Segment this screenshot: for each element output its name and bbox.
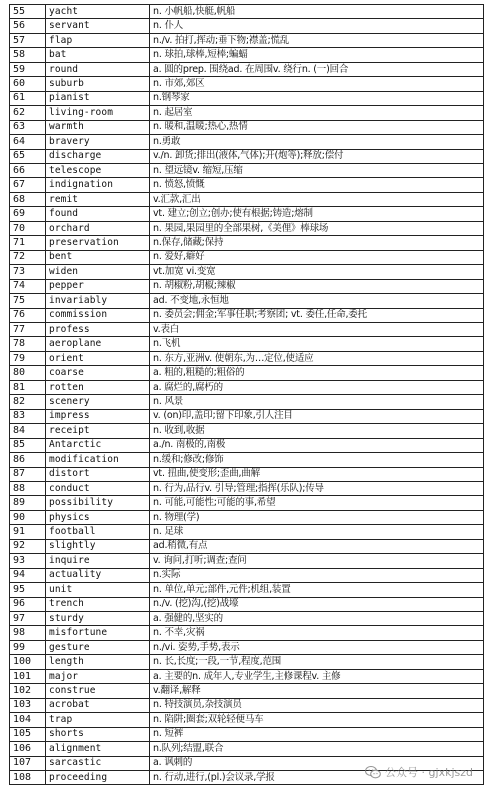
row-number: 95: [10, 583, 46, 597]
vocab-word: distort: [46, 467, 150, 481]
vocab-definition: n./vi. 姿势,手势,表示: [150, 640, 484, 654]
vocab-definition: n. 胡椒粉,胡椒;辣椒: [150, 279, 484, 293]
table-row: [10, 395, 484, 409]
vocab-word: misfortune: [46, 626, 150, 640]
row-number: 55: [10, 5, 46, 19]
table-row: [10, 380, 484, 394]
row-number: 72: [10, 250, 46, 264]
row-number: 63: [10, 120, 46, 134]
vocab-word: unit: [46, 583, 150, 597]
table-row: [10, 5, 484, 19]
row-number: 79: [10, 351, 46, 365]
vocab-word: acrobat: [46, 698, 150, 712]
vocab-word: rotten: [46, 380, 150, 394]
table-row: [10, 308, 484, 322]
vocab-definition: n.队列;结盟,联合: [150, 742, 484, 756]
row-number: 59: [10, 62, 46, 76]
table-row: [10, 322, 484, 336]
vocab-definition: n.勇敢: [150, 135, 484, 149]
vocab-definition: v.汇款,汇出: [150, 192, 484, 206]
row-number: 64: [10, 135, 46, 149]
watermark-text: 公众号 · gjxkjszd: [385, 766, 473, 779]
vocab-word: profess: [46, 322, 150, 336]
table-row: [10, 294, 484, 308]
vocab-word: widen: [46, 265, 150, 279]
vocab-word: orchard: [46, 221, 150, 235]
vocab-definition: n./v. 拍打,挥动;垂下物;襟盖;慌乱: [150, 33, 484, 47]
vocab-word: pianist: [46, 91, 150, 105]
table-row: [10, 496, 484, 510]
vocab-definition: n.钢琴家: [150, 91, 484, 105]
vocab-word: actuality: [46, 568, 150, 582]
table-row: [10, 756, 484, 770]
vocab-word: living-room: [46, 106, 150, 120]
vocab-word: modification: [46, 453, 150, 467]
vocab-table: [9, 4, 484, 785]
vocab-definition: a. 圆的prep. 围绕ad. 在周围v. 绕行n. (一)回合: [150, 62, 484, 76]
vocab-definition: n. 暖和,温暖;热心,热情: [150, 120, 484, 134]
vocab-definition: v.翻译,解释: [150, 684, 484, 698]
row-number: 87: [10, 467, 46, 481]
vocab-word: aeroplane: [46, 337, 150, 351]
vocab-word: sturdy: [46, 612, 150, 626]
vocab-word: trench: [46, 597, 150, 611]
vocab-definition: n. 愤怒,愤慨: [150, 178, 484, 192]
vocab-definition: n. 仆人: [150, 19, 484, 33]
table-row: [10, 583, 484, 597]
row-number: 103: [10, 698, 46, 712]
row-number: 99: [10, 640, 46, 654]
vocab-word: conduct: [46, 481, 150, 495]
vocab-word: proceeding: [46, 771, 150, 785]
row-number: 108: [10, 771, 46, 785]
vocab-definition: vt.加宽 vi.变宽: [150, 265, 484, 279]
table-row: [10, 539, 484, 553]
vocab-word: yacht: [46, 5, 150, 19]
table-row: [10, 135, 484, 149]
vocab-definition: n. 爱好,癖好: [150, 250, 484, 264]
vocab-word: possibility: [46, 496, 150, 510]
vocab-definition: n. 行为,品行v. 引导;管理;指挥(乐队);传导: [150, 481, 484, 495]
table-row: [10, 568, 484, 582]
row-number: 81: [10, 380, 46, 394]
row-number: 68: [10, 192, 46, 206]
table-row: [10, 467, 484, 481]
vocab-word: servant: [46, 19, 150, 33]
vocab-word: bent: [46, 250, 150, 264]
row-number: 84: [10, 424, 46, 438]
vocab-definition: n. 市郊,郊区: [150, 77, 484, 91]
table-row: [10, 351, 484, 365]
vocab-word: slightly: [46, 539, 150, 553]
vocab-definition: n. 物理(学): [150, 510, 484, 524]
vocab-definition: n.保存,储藏;保持: [150, 236, 484, 250]
vocab-word: pepper: [46, 279, 150, 293]
vocab-word: warmth: [46, 120, 150, 134]
table-row: [10, 178, 484, 192]
vocab-definition: v. (on)印,盖印;留下印象,引人注目: [150, 409, 484, 423]
row-number: 61: [10, 91, 46, 105]
row-number: 56: [10, 19, 46, 33]
vocab-word: gesture: [46, 640, 150, 654]
table-row: [10, 120, 484, 134]
table-row: [10, 453, 484, 467]
table-row: [10, 713, 484, 727]
vocab-definition: a. 腐烂的,腐朽的: [150, 380, 484, 394]
row-number: 105: [10, 727, 46, 741]
row-number: 98: [10, 626, 46, 640]
vocab-definition: n. 短裤: [150, 727, 484, 741]
row-number: 86: [10, 453, 46, 467]
row-number: 107: [10, 756, 46, 770]
vocab-definition: n. 长,长度;一段,一节,程度,范围: [150, 655, 484, 669]
table-row: [10, 366, 484, 380]
row-number: 73: [10, 265, 46, 279]
table-row: [10, 438, 484, 452]
table-row: [10, 250, 484, 264]
vocab-definition: n. 望远镜v. 缩短,压缩: [150, 163, 484, 177]
table-row: [10, 19, 484, 33]
row-number: 94: [10, 568, 46, 582]
table-row: [10, 33, 484, 47]
vocab-word: shorts: [46, 727, 150, 741]
vocab-definition: a. 主要的n. 成年人,专业学生,主修课程v. 主修: [150, 669, 484, 683]
row-number: 90: [10, 510, 46, 524]
row-number: 88: [10, 481, 46, 495]
vocab-definition: n. 球拍,球棒,短棒;蝙蝠: [150, 48, 484, 62]
vocab-word: preservation: [46, 236, 150, 250]
row-number: 77: [10, 322, 46, 336]
vocab-definition: n./v. (挖)沟,(挖)战壕: [150, 597, 484, 611]
vocab-word: trap: [46, 713, 150, 727]
vocab-definition: a. 粗的,粗糙的;粗俗的: [150, 366, 484, 380]
vocab-word: impress: [46, 409, 150, 423]
row-number: 85: [10, 438, 46, 452]
vocab-definition: v.表白: [150, 322, 484, 336]
vocab-definition: n. 行动,进行,(pl.)会议录,学报: [150, 771, 484, 785]
row-number: 70: [10, 221, 46, 235]
row-number: 89: [10, 496, 46, 510]
vocab-word: found: [46, 207, 150, 221]
row-number: 97: [10, 612, 46, 626]
vocab-definition: n. 委员会;佣金;军事任职;考察团; vt. 委任,任命,委托: [150, 308, 484, 322]
vocab-definition: n. 起居室: [150, 106, 484, 120]
table-row: [10, 91, 484, 105]
vocab-definition: n. 单位,单元;部件,元件;机组,装置: [150, 583, 484, 597]
vocab-word: orient: [46, 351, 150, 365]
table-row: [10, 207, 484, 221]
vocab-word: indignation: [46, 178, 150, 192]
vocab-definition: vt. 扭曲,使变形;歪曲,曲解: [150, 467, 484, 481]
table-row: [10, 742, 484, 756]
vocab-word: suburb: [46, 77, 150, 91]
vocab-definition: n. 不幸,灾祸: [150, 626, 484, 640]
vocab-word: football: [46, 525, 150, 539]
row-number: 92: [10, 539, 46, 553]
table-row: [10, 409, 484, 423]
vocab-word: receipt: [46, 424, 150, 438]
table-row: [10, 669, 484, 683]
vocab-definition: n. 足球: [150, 525, 484, 539]
table-row: [10, 684, 484, 698]
vocab-word: bravery: [46, 135, 150, 149]
vocab-definition: ad.稍微,有点: [150, 539, 484, 553]
vocab-definition: n. 特技演员,杂技演员: [150, 698, 484, 712]
row-number: 74: [10, 279, 46, 293]
vocab-word: alignment: [46, 742, 150, 756]
vocab-word: bat: [46, 48, 150, 62]
row-number: 78: [10, 337, 46, 351]
row-number: 57: [10, 33, 46, 47]
row-number: 71: [10, 236, 46, 250]
vocab-definition: n. 收到,收据: [150, 424, 484, 438]
row-number: 96: [10, 597, 46, 611]
vocab-word: scenery: [46, 395, 150, 409]
table-row: [10, 640, 484, 654]
vocab-word: remit: [46, 192, 150, 206]
table-row: [10, 62, 484, 76]
row-number: 76: [10, 308, 46, 322]
vocab-word: major: [46, 669, 150, 683]
table-row: [10, 106, 484, 120]
table-row: [10, 48, 484, 62]
table-row: [10, 612, 484, 626]
vocab-definition: a./n. 南极的,南极: [150, 438, 484, 452]
row-number: 58: [10, 48, 46, 62]
table-row: [10, 337, 484, 351]
vocab-word: coarse: [46, 366, 150, 380]
row-number: 83: [10, 409, 46, 423]
row-number: 106: [10, 742, 46, 756]
row-number: 104: [10, 713, 46, 727]
row-number: 62: [10, 106, 46, 120]
row-number: 65: [10, 149, 46, 163]
table-row: [10, 163, 484, 177]
table-row: [10, 481, 484, 495]
vocab-word: construe: [46, 684, 150, 698]
vocab-definition: a. 强健的,坚实的: [150, 612, 484, 626]
table-row: [10, 771, 484, 785]
vocab-word: sarcastic: [46, 756, 150, 770]
row-number: 93: [10, 554, 46, 568]
row-number: 100: [10, 655, 46, 669]
vocab-word: inquire: [46, 554, 150, 568]
table-row: [10, 510, 484, 524]
table-row: [10, 192, 484, 206]
table-row: [10, 727, 484, 741]
vocab-definition: vt. 建立;创立;创办;使有根据;铸造;熔制: [150, 207, 484, 221]
vocab-definition: n. 陷阱;圈套;双轮轻便马车: [150, 713, 484, 727]
row-number: 67: [10, 178, 46, 192]
table-row: [10, 597, 484, 611]
table-row: [10, 265, 484, 279]
vocab-definition: n.飞机: [150, 337, 484, 351]
table-row: [10, 554, 484, 568]
table-row: [10, 221, 484, 235]
vocab-definition: n.实际: [150, 568, 484, 582]
vocab-definition: n. 风景: [150, 395, 484, 409]
vocab-word: Antarctic: [46, 438, 150, 452]
vocab-word: round: [46, 62, 150, 76]
row-number: 80: [10, 366, 46, 380]
vocab-definition: n. 可能,可能性;可能的事,希望: [150, 496, 484, 510]
vocab-definition: n.缓和;修改;修饰: [150, 453, 484, 467]
vocab-definition: n. 东方,亚洲v. 使朝东,为…定位,使适应: [150, 351, 484, 365]
vocab-word: length: [46, 655, 150, 669]
vocab-definition: n. 小帆船,快艇,帆船: [150, 5, 484, 19]
table-row: [10, 149, 484, 163]
vocab-definition: ad. 不变地,永恒地: [150, 294, 484, 308]
row-number: 60: [10, 77, 46, 91]
table-row: [10, 236, 484, 250]
vocab-word: physics: [46, 510, 150, 524]
table-row: [10, 626, 484, 640]
row-number: 101: [10, 669, 46, 683]
vocab-definition: n. 果园,果园里的全部果树,《美俚》棒球场: [150, 221, 484, 235]
row-number: 91: [10, 525, 46, 539]
row-number: 82: [10, 395, 46, 409]
row-number: 66: [10, 163, 46, 177]
vocab-word: flap: [46, 33, 150, 47]
table-row: [10, 279, 484, 293]
vocab-definition: v. 询问,打听;调查;查问: [150, 554, 484, 568]
table-row: [10, 698, 484, 712]
vocab-table-body: [10, 5, 484, 785]
vocab-word: discharge: [46, 149, 150, 163]
table-row: [10, 77, 484, 91]
table-row: [10, 525, 484, 539]
vocab-word: telescope: [46, 163, 150, 177]
vocab-word: invariably: [46, 294, 150, 308]
vocab-definition: v./n. 卸货;排出(液体,气体);开(炮等);释放;偿付: [150, 149, 484, 163]
vocab-definition: a. 讽刺的: [150, 756, 484, 770]
table-row: [10, 655, 484, 669]
table-row: [10, 424, 484, 438]
vocab-word: commission: [46, 308, 150, 322]
row-number: 69: [10, 207, 46, 221]
row-number: 75: [10, 294, 46, 308]
row-number: 102: [10, 684, 46, 698]
